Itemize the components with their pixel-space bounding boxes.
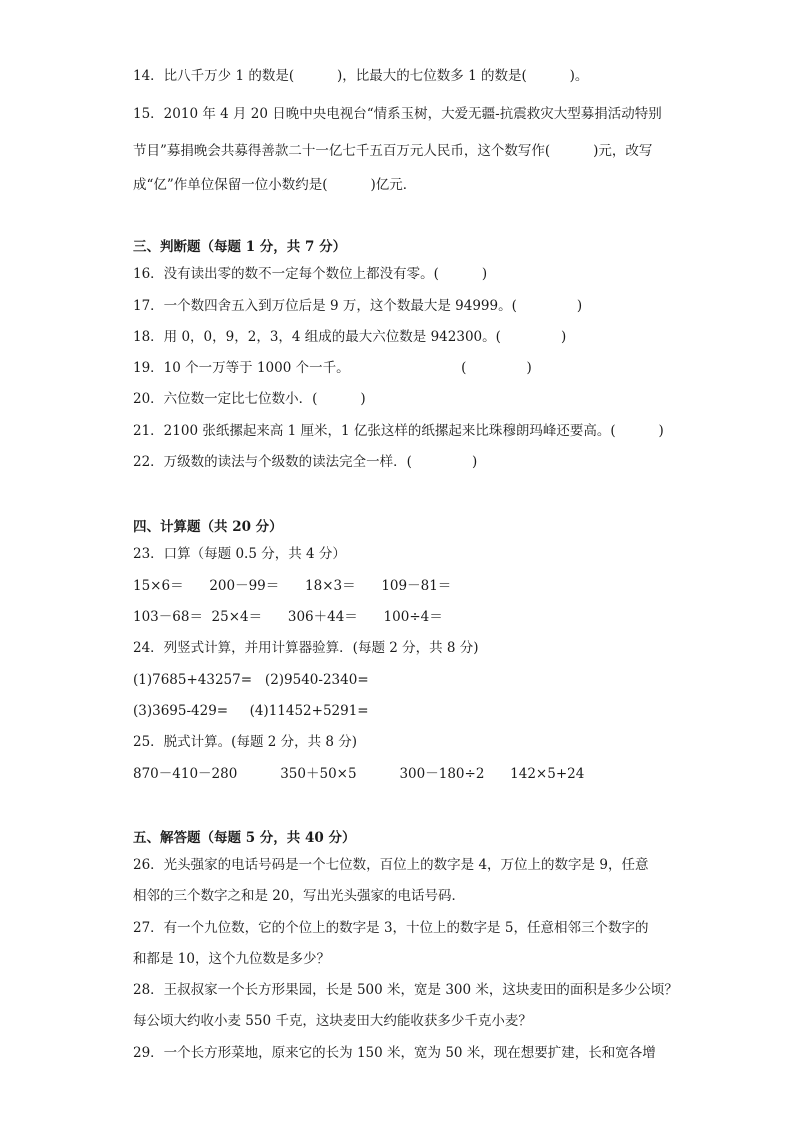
question-26-line-2: 相邻的三个数字之和是 20，写出光头强家的电话号码． bbox=[133, 888, 465, 904]
question-24-row-2: (3)3695-429= (4)11452+5291= bbox=[133, 703, 369, 719]
question-16: 16．没有读出零的数不一定每个数位上都没有零。( ) bbox=[133, 266, 488, 282]
question-25-row-1: 870－410－280 350＋50×5 300－180÷2 142×5+24 bbox=[133, 766, 585, 782]
section-5-heading: 五、解答题（每题 5 分，共 40 分） bbox=[133, 830, 356, 846]
question-23: 23．口算（每题 0.5 分，共 4 分） bbox=[133, 546, 346, 562]
question-28-line-1: 28．王叔叔家一个长方形果园，长是 500 米，宽是 300 米，这块麦田的面积是多少公顷？ bbox=[133, 982, 678, 998]
question-18: 18．用 0，0，9，2，3，4 组成的最大六位数是 942300。( ) bbox=[133, 329, 567, 345]
section-4-heading: 四、计算题（共 20 分） bbox=[133, 519, 283, 535]
question-27-line-1: 27．有一个九位数，它的个位上的数字是 3，十位上的数字是 5，任意相邻三个数字的 bbox=[133, 920, 649, 936]
question-24-row-1: (1)7685+43257= (2)9540-2340= bbox=[133, 672, 369, 688]
question-25: 25．脱式计算。(每题 2 分，共 8 分) bbox=[133, 734, 358, 750]
question-19: 19．10 个一万等于 1000 个一千。 ( ) bbox=[133, 360, 532, 376]
question-24: 24．列竖式计算，并用计算器验算．(每题 2 分，共 8 分) bbox=[133, 640, 479, 656]
question-17: 17．一个数四舍五入到万位后是 9 万，这个数最大是 94999。( ) bbox=[133, 298, 583, 314]
question-27-line-2: 和都是 10，这个九位数是多少？ bbox=[133, 951, 330, 967]
question-14: 14．比八千万少 1 的数是( )，比最大的七位数多 1 的数是( )。 bbox=[133, 68, 589, 84]
question-15-line-2: 节目”募捐晚会共募得善款二十一亿七千五百万元人民币，这个数写作( )元，改写 bbox=[133, 143, 653, 159]
question-29-line-1: 29．一个长方形菜地，原来它的长为 150 米，宽为 50 米，现在想要扩建，长和宽各增 bbox=[133, 1045, 656, 1061]
question-15-line-3: 成“亿”作单位保留一位小数约是( )亿元． bbox=[133, 177, 417, 193]
section-3-heading: 三、判断题（每题 1 分，共 7 分） bbox=[133, 239, 347, 255]
question-21: 21．2100 张纸摞起来高 1 厘米，1 亿张这样的纸摞起来比珠穆朗玛峰还要高。( ) bbox=[133, 423, 664, 439]
question-26-line-1: 26．光头强家的电话号码是一个七位数，百位上的数字是 4，万位上的数字是 9，任意 bbox=[133, 857, 649, 873]
question-15-line-1: 15．2010 年 4 月 20 日晚中央电视台“情系玉树，大爱无疆-抗震救灾大型募捐活动特别 bbox=[133, 106, 662, 122]
question-23-row-1: 15×6＝ 200－99＝ 18×3＝ 109－81＝ bbox=[133, 578, 452, 594]
question-22: 22．万级数的读法与个级数的读法完全一样．( ) bbox=[133, 454, 478, 470]
question-20: 20．六位数一定比七位数小．( ) bbox=[133, 391, 366, 407]
question-23-row-2: 103－68＝ 25×4＝ 306＋44＝ 100÷4＝ bbox=[133, 609, 443, 625]
question-28-line-2: 每公顷大约收小麦 550 千克，这块麦田大约能收获多少千克小麦？ bbox=[133, 1013, 532, 1029]
